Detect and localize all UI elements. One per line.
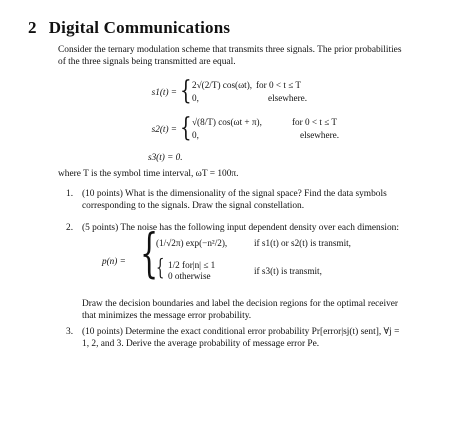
s2-lhs: s2(t) = xyxy=(151,124,177,134)
s2-brace: { xyxy=(180,113,192,143)
s1-equation xyxy=(151,76,380,108)
s2-case2-expr: 0, xyxy=(192,130,199,140)
draw-line-1: Draw the decision boundaries and label the decision regions for the optimal receiver xyxy=(82,299,399,309)
question-2-line-1: (5 points) The noise has the following input dependent density over each dimension: xyxy=(82,223,399,233)
s1-case1-cond: for 0 < t ≤ T xyxy=(256,80,302,90)
s2-case1-cond: for 0 < t ≤ T xyxy=(292,117,338,127)
pn-inner-1: 1/2 for|n| ≤ 1 xyxy=(168,260,216,270)
section-title: Digital Communications xyxy=(48,18,231,37)
s2-case2-cond: elsewhere. xyxy=(300,130,340,140)
question-1-marker: 1. xyxy=(66,189,74,199)
draw-line-2: that minimizes the message error probability. xyxy=(82,311,252,322)
question-3-marker: 3. xyxy=(66,327,74,337)
draw-instruction xyxy=(82,298,462,322)
question-2-marker: 2. xyxy=(66,223,74,233)
pn-case1-cond: if s1(t) or s2(t) is transmit, xyxy=(254,238,351,248)
question-3-line-1: (10 points) Determine the exact conditional error probability Pr[error|sj(t) sent], ∀j = xyxy=(82,327,400,337)
s1-lhs: s1(t) = xyxy=(151,87,177,97)
where-text: where T is the symbol time interval, ωT = 100π. xyxy=(58,169,239,179)
s2-equation xyxy=(151,113,390,145)
s1-case1-expr: 2√(2/T) cos(ωt), xyxy=(192,80,253,90)
s1-case2-cond: elsewhere. xyxy=(268,93,308,103)
section-number: 2 xyxy=(28,18,37,37)
pn-inner-brace: { xyxy=(156,256,165,281)
question-1-line-2: corresponding to the signals. Draw the signal constellation. xyxy=(82,201,305,212)
question-3-line-2: 1, 2, and 3. Derive the average probability of message error Pe. xyxy=(82,339,320,350)
pn-outer-brace: { xyxy=(140,224,159,284)
intro-line-1: Consider the ternary modulation scheme that transmits three signals. The prior probabilities xyxy=(58,45,402,55)
question-3 xyxy=(58,326,458,352)
intro-paragraph xyxy=(58,44,458,68)
s1-case2-expr: 0, xyxy=(192,93,199,103)
intro-line-2: of the three signals being transmitted are equal. xyxy=(58,57,236,68)
pn-inner-2: 0 otherwise xyxy=(168,271,211,281)
pn-lhs: p(n) = xyxy=(102,256,126,266)
s3-equation: s3(t) = 0. xyxy=(148,152,183,162)
question-1-line-1: (10 points) What is the dimensionality of the signal space? Find the data symbols xyxy=(82,189,387,199)
question-1 xyxy=(58,188,458,214)
pn-case2-cond: if s3(t) is transmit, xyxy=(254,266,322,276)
pn-case1-expr: (1/√2π) exp(−n²/2), xyxy=(156,238,228,248)
s1-brace: { xyxy=(180,76,192,106)
section-heading xyxy=(28,18,230,38)
s2-case1-expr: √(8/T) cos(ωt + π), xyxy=(192,117,262,127)
